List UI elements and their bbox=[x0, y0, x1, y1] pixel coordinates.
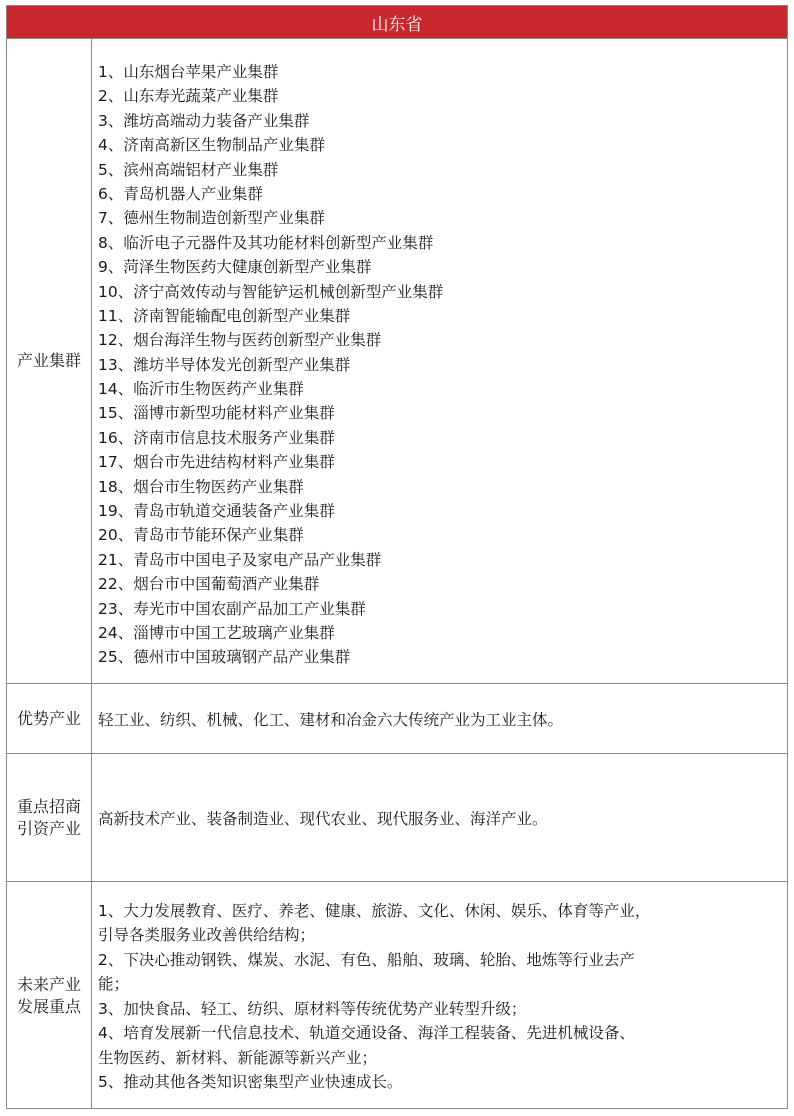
advantage-text: 轻工业、纺织、机械、化工、建材和冶金六大传统产业为工业主体。 bbox=[98, 710, 564, 729]
future-line: 4、培育发展新一代信息技术、轨道交通设备、海洋工程装备、先进机械设备、 bbox=[98, 1024, 635, 1042]
future-line: 2、下决心推动钢铁、煤炭、水泥、有色、船舶、玻璃、轮胎、地炼等行业去产 bbox=[98, 950, 635, 969]
list-item: 1、山东烟台苹果产业集群 bbox=[98, 63, 279, 81]
row-label-investment-line2: 引资产业 bbox=[16, 818, 81, 838]
table-title: 山东省 bbox=[371, 14, 423, 35]
row-future bbox=[7, 882, 787, 1109]
list-item: 10、济宁高效传动与智能铲运机械创新型产业集群 bbox=[98, 282, 444, 301]
list-item: 24、淄博市中国工艺玻璃产业集群 bbox=[98, 623, 335, 642]
list-item: 4、济南高新区生物制品产业集群 bbox=[98, 136, 325, 155]
future-line: 引导各类服务业改善供给结构； bbox=[98, 926, 316, 944]
list-item: 6、青岛机器人产业集群 bbox=[98, 184, 263, 203]
list-item: 18、烟台市生物医药产业集群 bbox=[98, 477, 304, 496]
row-label-future-line1: 未来产业 bbox=[16, 974, 81, 994]
row-clusters bbox=[7, 39, 787, 684]
future-line: 能； bbox=[98, 975, 130, 993]
list-item: 7、德州生物制造创新型产业集群 bbox=[98, 209, 325, 228]
investment-text: 高新技术产业、装备制造业、现代农业、现代服务业、海洋产业。 bbox=[98, 809, 548, 828]
list-item: 17、烟台市先进结构材料产业集群 bbox=[98, 453, 335, 472]
row-advantage bbox=[7, 684, 787, 754]
list-item: 22、烟台市中国葡萄酒产业集群 bbox=[98, 575, 320, 594]
list-item: 13、潍坊半导体发光创新型产业集群 bbox=[98, 355, 351, 374]
list-item: 25、德州市中国玻璃钢产品产业集群 bbox=[98, 648, 351, 667]
province-table bbox=[6, 5, 788, 1109]
list-item: 14、临沂市生物医药产业集群 bbox=[98, 380, 304, 399]
table-header bbox=[7, 6, 787, 39]
future-line: 3、加快食品、轻工、纺织、原材料等传统优势产业转型升级； bbox=[98, 999, 527, 1018]
row-label-clusters: 产业集群 bbox=[7, 39, 92, 683]
future-cell bbox=[92, 882, 787, 1109]
list-item: 12、烟台海洋生物与医药创新型产业集群 bbox=[98, 331, 382, 350]
investment-cell bbox=[92, 754, 787, 881]
row-label-investment bbox=[7, 754, 92, 881]
list-item: 11、济南智能输配电创新型产业集群 bbox=[98, 306, 351, 325]
future-line: 生物医药、新材料、新能源等新兴产业； bbox=[98, 1048, 378, 1067]
list-item: 15、淄博市新型功能材料产业集群 bbox=[98, 404, 335, 423]
row-investment bbox=[7, 754, 787, 882]
list-item: 5、滨州高端铝材产业集群 bbox=[98, 160, 279, 179]
list-item: 23、寿光市中国农副产品加工产业集群 bbox=[98, 599, 366, 618]
row-label-investment-line1: 重点招商 bbox=[16, 796, 81, 816]
future-line: 5、推动其他各类知识密集型产业快速成长。 bbox=[98, 1073, 403, 1091]
row-label-future-line2: 发展重点 bbox=[16, 996, 81, 1016]
future-line: 1、大力发展教育、医疗、养老、健康、旅游、文化、休闲、娱乐、体育等产业， bbox=[98, 901, 651, 920]
advantage-cell bbox=[92, 684, 787, 753]
list-item: 21、青岛市中国电子及家电产品产业集群 bbox=[98, 550, 382, 569]
row-label-advantage: 优势产业 bbox=[7, 684, 92, 753]
list-item: 3、潍坊高端动力装备产业集群 bbox=[98, 111, 310, 130]
list-item: 20、青岛市节能环保产业集群 bbox=[98, 526, 304, 545]
list-item: 2、山东寿光蔬菜产业集群 bbox=[98, 87, 279, 106]
list-item: 9、菏泽生物医药大健康创新型产业集群 bbox=[98, 258, 372, 277]
list-item: 16、济南市信息技术服务产业集群 bbox=[98, 428, 335, 447]
row-label-future bbox=[7, 882, 92, 1109]
list-item: 19、青岛市轨道交通装备产业集群 bbox=[98, 502, 335, 521]
list-item: 8、临沂电子元器件及其功能材料创新型产业集群 bbox=[98, 233, 434, 252]
clusters-list bbox=[92, 39, 787, 683]
